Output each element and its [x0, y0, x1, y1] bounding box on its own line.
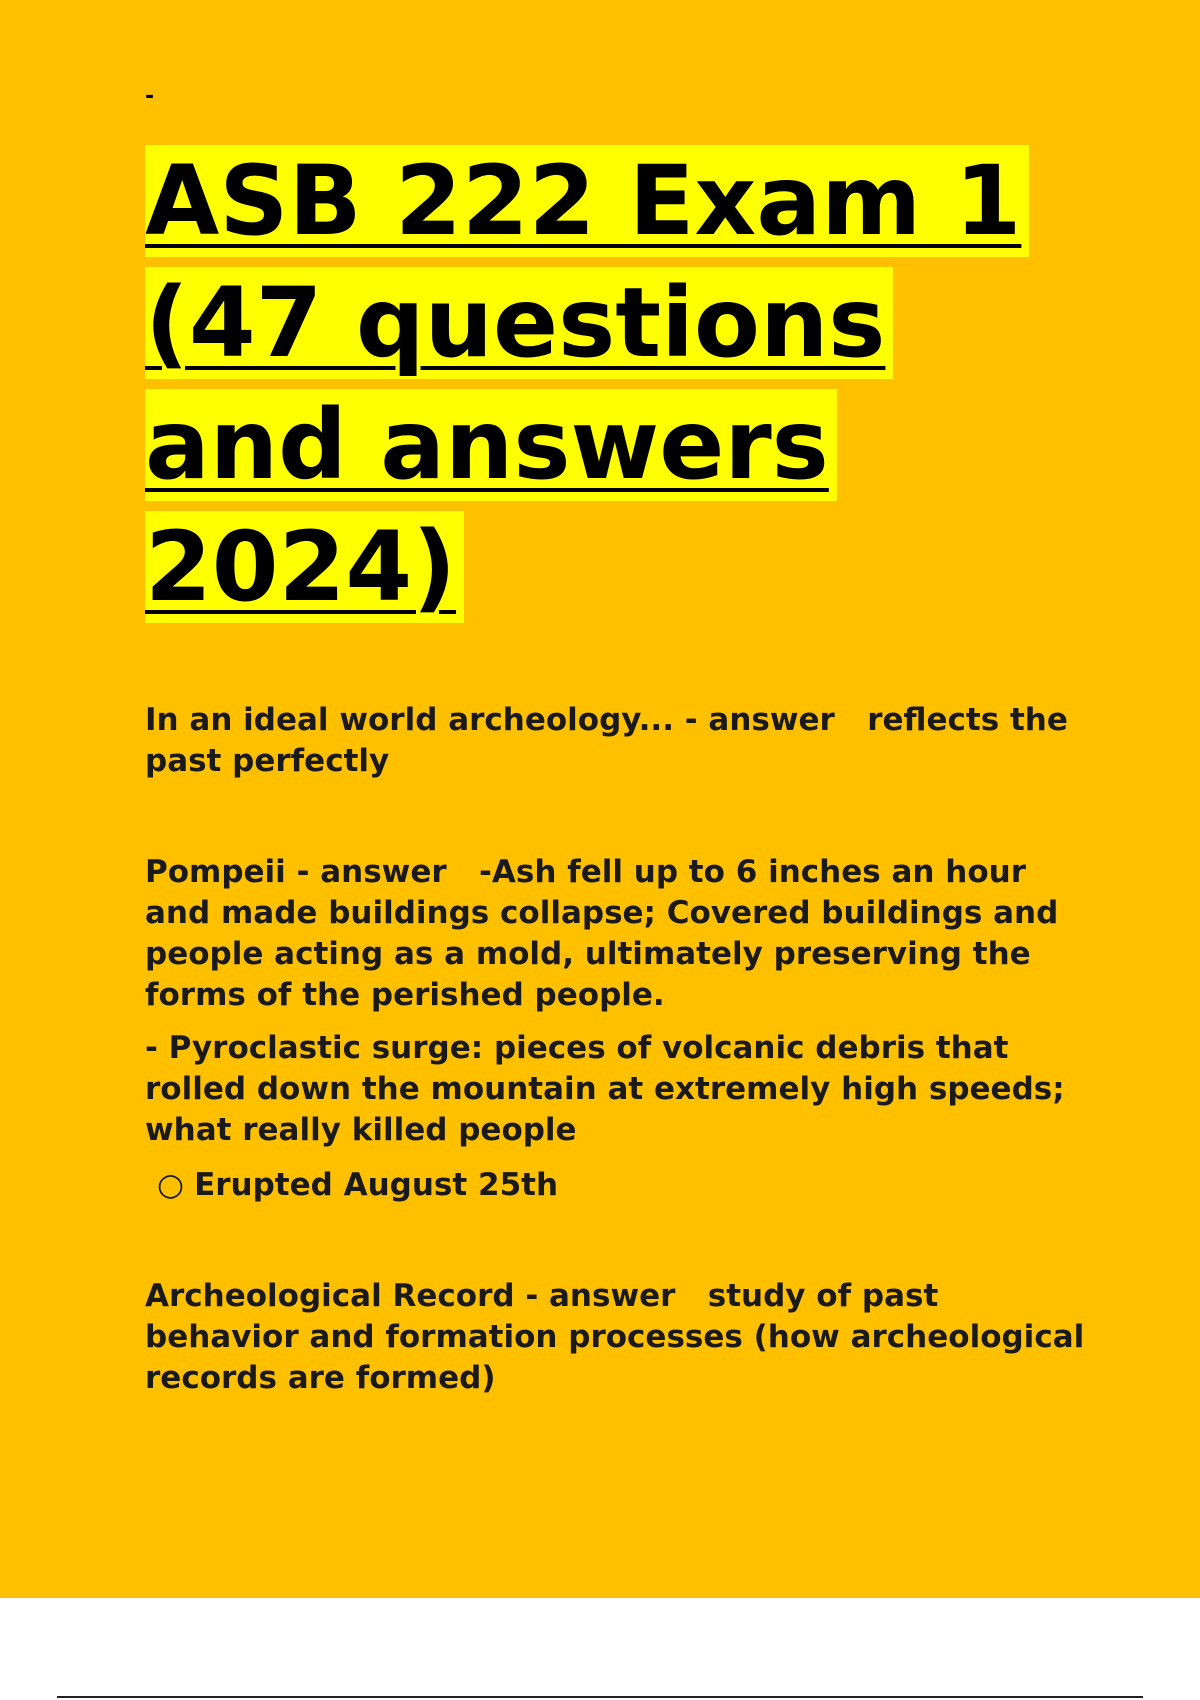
qa-question: Archeological Record - answer	[145, 1278, 676, 1314]
bullet-circle-icon: ○	[157, 1167, 185, 1203]
dash-marker: -	[145, 84, 155, 109]
title-line-1: ASB 222 Exam 1	[145, 145, 1029, 257]
footer-divider	[57, 1696, 1143, 1698]
qa-item	[145, 1276, 1085, 1399]
qa-question: Pompeii - answer	[145, 854, 447, 890]
qa-item	[145, 700, 1085, 782]
pompeii-bullet	[157, 1165, 1085, 1206]
qa-answer: reflects the past perfectly	[145, 702, 1068, 779]
title-line-3: and answers	[145, 389, 837, 501]
qa-item	[145, 852, 1085, 1016]
qa-answer: study of past behavior and formation processes (how archeological records are formed)	[145, 1278, 1085, 1396]
bullet-text: Erupted August 25th	[194, 1167, 559, 1203]
pompeii-note: - Pyroclastic surge: pieces of volcanic debris that rolled down the mountain at extremely high speeds; what really killed people	[145, 1030, 1065, 1148]
qa-answer: -Ash fell up to 6 inches an hour and made buildings collapse; Covered buildings and people acting as a mold, ultimately preserving the forms of the perished people.	[145, 854, 1059, 1013]
title-line-2: (47 questions	[145, 267, 893, 379]
document-title	[145, 140, 1105, 628]
qa-question: In an ideal world archeology... - answer	[145, 702, 835, 738]
qa-list	[145, 700, 1085, 1399]
title-line-4: 2024)	[145, 511, 464, 623]
